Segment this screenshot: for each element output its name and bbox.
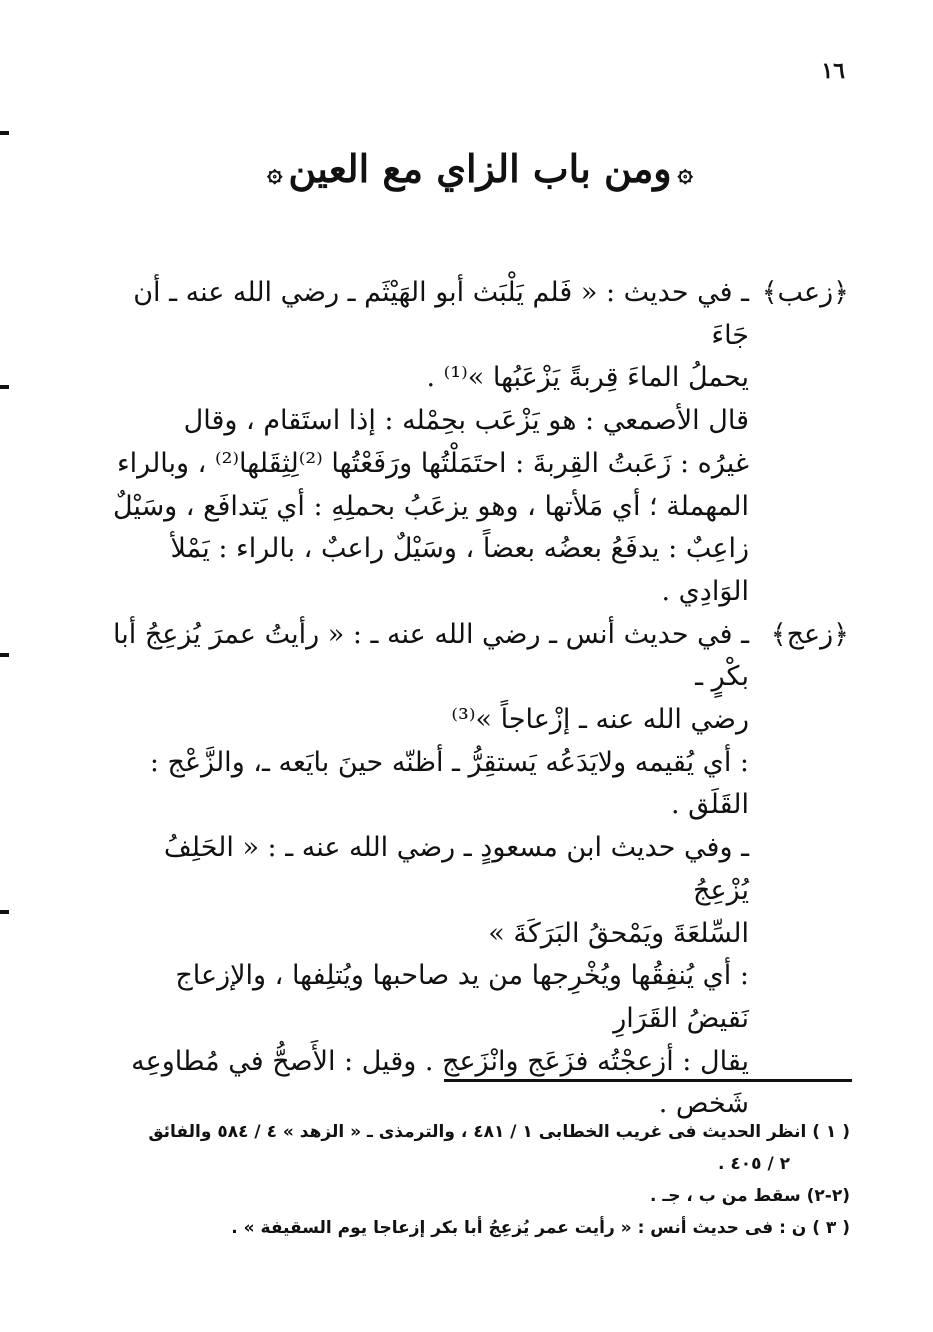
text-line: الوَادِي . [661, 575, 749, 607]
paragraph [104, 827, 849, 955]
entry-headword: ﴿زعب﴾ [761, 277, 849, 308]
text-line: المهملة ؛ أي مَلأتها ، وهو يزعَبُ بحملِهِ : أي يَتدافَع ، وسَيْلٌ [112, 490, 749, 522]
paragraph [104, 742, 849, 827]
entry-headword: ﴿زعج﴾ [770, 618, 849, 650]
text-line: نَقيضُ القَرَارِ [613, 1002, 749, 1034]
text-line: : أي يُنفِقُها ويُخْرِجها من يد صاحبها ويُتلِفها ، والإزعاج [175, 960, 749, 992]
text-line: السِّلعَةَ ويَمْحقُ البَرَكَةَ » [488, 917, 749, 949]
text-line: شَخص . [658, 1088, 749, 1120]
main-text [104, 272, 849, 1126]
footnotes [100, 1116, 850, 1244]
footnote: (٢-٢) سقط من ب ، جـ . [650, 1186, 850, 1206]
footnote: ( ٣ ) ن : فى حديث أنس : « رأيت عمر يُزعِجُ أبا بكر إزعاجا يوم السقيفة » . [231, 1218, 850, 1238]
paragraph [104, 955, 849, 1040]
entry-zaab [104, 272, 849, 400]
margin-mark [0, 653, 9, 657]
text-line: ـ وفي حديث ابن مسعودٍ ـ رضي الله عنه ـ : « الحَلِفُ يُزْعِجُ [163, 832, 749, 906]
ornament-right-icon: ۞ [677, 157, 693, 188]
text-line: يحملُ الماءَ قِربةً يَزْعَبُها »⁽¹⁾ . [426, 362, 749, 394]
footnote: ( ١ ) انظر الحديث فى غريب الخطابى ١ / ٤٨١ ، والترمذى ـ « الزهد » ٤ / ٥٨٤ والفائق [148, 1122, 850, 1142]
text-line: القَلَق . [670, 789, 749, 821]
page-number: ١٦ [821, 58, 845, 84]
paragraph [104, 400, 849, 614]
chapter-title-text: ومن باب الزاي مع العين [288, 146, 672, 191]
text-line: يقال : أزعجْتُه فزَعَج وانْزَعج . وقيل : الأَصحُّ في مُطاوعِه [131, 1045, 749, 1077]
text-line: قال الأصمعي : هو يَزْعَب بحِمْله : إذا استَقام ، وقال [183, 405, 749, 437]
margin-mark [0, 910, 9, 914]
text-line: : أي يُقيمه ولايَدَعُه يَستقِرُّ ـ أظنّه حينَ بايَعه ـ، والزَّعْج : [149, 746, 749, 778]
margin-mark [0, 131, 9, 135]
text-line: ـ في حديث أنس ـ رضي الله عنه ـ : « رأيتُ عمرَ يُزعِجُ أبا بكْرٍ ـ [113, 618, 749, 693]
text-line: غيرُه : زَعَبتُ القِربةَ : احتَمَلْتُها ورَفَعْتُها ⁽²⁾لِثِقَلها⁽²⁾ ، وبالراء [116, 447, 749, 479]
footnote-continuation: ٢ / ٤٠٥ . [718, 1154, 790, 1174]
text-line: زاعِبٌ : يدفَعُ بعضُه بعضاً ، وسَيْلٌ راعبٌ ، بالراء : يَمْلأ [170, 533, 749, 565]
ornament-left-icon: ۞ [267, 157, 283, 188]
text-line: ـ في حديث : « فَلم يَلْبَث أبو الهَيْثَم ـ رضي الله عنه ـ أن جَاءَ [133, 277, 749, 351]
footnote-divider [444, 1079, 852, 1082]
chapter-title [200, 146, 760, 191]
paragraph [104, 1041, 849, 1126]
text-line: رضي الله عنه ـ إزْعاجاً »⁽³⁾ [451, 704, 749, 736]
entry-zaaj [104, 614, 849, 742]
margin-mark [0, 385, 9, 389]
